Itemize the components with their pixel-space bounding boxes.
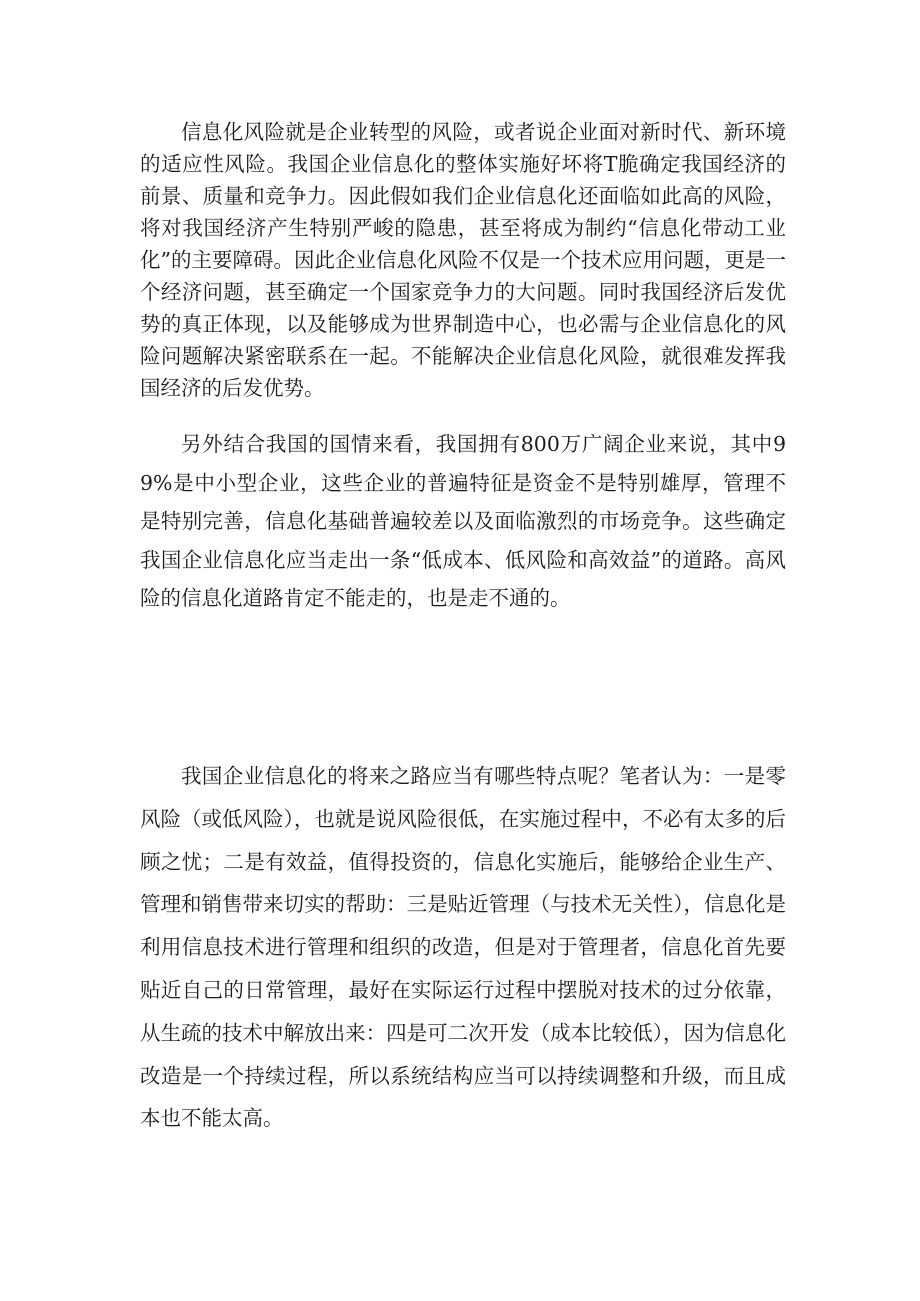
paragraph-1: 信息化风险就是企业转型的风险，或者说企业面对新时代、新环境的适应性风险。我国企业信息化的整体实施好坏将T脆确定我国经济的前景、质量和竞争力。因此假如我们企业信息化还面临如此高的风险，将对我国经济产生特别严峻的隐患，甚至将成为制约“信息化带动工业化”的主要障碍。因此企业信息化风险不仅是一个技术应用问题，更是一个经济问题，甚至确定一个国家竞争力的大问题。同时我国经济后发优势的真正体现，以及能够成为世界制造中心，也必需与企业信息化的风险问题解决紧密联系在一起。不能解决企业信息化风险，就很难发挥我国经济的后发优势。 [140,120,786,400]
paragraph-3: 我国企业信息化的将来之路应当有哪些特点呢？笔者认为：一是零风险（或低风险），也就是说风险很低，在实施过程中，不必有太多的后顾之忧；二是有效益，值得投资的，信息化实施后，能够给企业生产、管理和销售带来切实的帮助：三是贴近管理（与技术无关性），信息化是利用信息技术进行管理和组织的改造，但是对于管理者，信息化首先要贴近自己的日常管理，最好在实际运行过程中摆脱对技术的过分依靠，从生疏的技术中解放出来：四是可二次开发（成本比较低），因为信息化改造是一个持续过程，所以系统结构应当可以持续调整和升级，而且成本也不能太高。 [140,764,786,1131]
paragraph-2: 另外结合我国的国情来看，我国拥有800万广阔企业来说，其中99%是中小型企业，这些企业的普遍特征是资金不是特别雄厚，管理不是特别完善，信息化基础普遍较差以及面临激烈的市场竞争。这些确定我国企业信息化应当走出一条“低成本、低风险和高效益”的道路。高风险的信息化道路肯定不能走的，也是走不通的。 [140,432,786,611]
